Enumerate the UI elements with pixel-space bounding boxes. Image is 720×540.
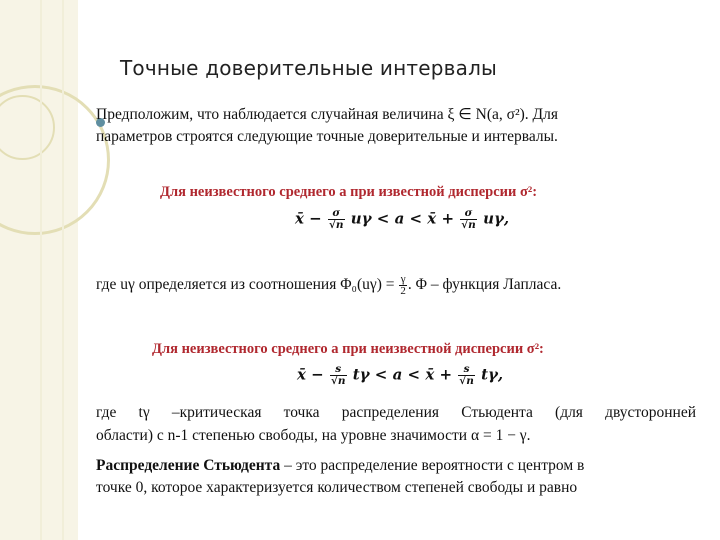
- note-part: . Φ – функция Лапласа.: [407, 276, 562, 294]
- student-definition-line-2: точке 0, которое характеризуется количеством степеней свободы и равно: [96, 479, 578, 496]
- fraction: [460, 208, 477, 231]
- case2-formula: [297, 364, 503, 387]
- student-term: Распределение Стьюдента: [96, 457, 281, 474]
- case1-formula: [295, 208, 509, 231]
- case1-note: [96, 274, 561, 297]
- fraction: [399, 274, 407, 297]
- formula-part: uγ < a < x̄ +: [350, 209, 455, 228]
- case1-heading: Для неизвестного среднего a при известной дисперсии σ²:: [160, 184, 538, 200]
- formula-part: x̄ −: [295, 209, 322, 228]
- decorative-left-band: [0, 0, 78, 540]
- decorative-line: [40, 0, 42, 540]
- fraction-denominator: √n: [328, 219, 344, 231]
- note-part: где uγ определяется из соотношения Φ₀(uγ) =: [96, 276, 395, 294]
- intro-line-2: параметров строятся следующие точные доверительные и интервалы.: [96, 128, 558, 145]
- student-definition-line-1: [96, 455, 584, 477]
- fraction-numerator: σ: [328, 208, 345, 220]
- slide-title: Точные доверительные интервалы: [120, 56, 498, 80]
- fraction: [458, 364, 475, 387]
- fraction-numerator: σ: [460, 208, 477, 220]
- fraction-numerator: s: [458, 364, 475, 376]
- formula-part: x̄ −: [297, 365, 324, 384]
- formula-part: tγ < a < x̄ +: [352, 365, 453, 384]
- intro-line-1: Предположим, что наблюдается случайная величина ξ ∈ N(a, σ²). Для: [96, 106, 558, 123]
- formula-part: tγ,: [481, 365, 504, 384]
- decorative-line: [62, 0, 64, 540]
- fraction: [328, 208, 345, 231]
- case2-note-line-2: области) с n-1 степенью свободы, на уровне значимости α = 1 − γ.: [96, 427, 531, 444]
- fraction-numerator: γ: [400, 273, 406, 285]
- fraction-numerator: s: [330, 364, 347, 376]
- fraction-denominator: 2: [400, 285, 406, 297]
- fraction-denominator: √n: [330, 375, 346, 387]
- formula-part: uγ,: [483, 209, 510, 228]
- student-definition-rest: – это распределение вероятности с центром в: [280, 457, 585, 474]
- fraction: [330, 364, 347, 387]
- case2-note-line-1: где tγ –критическая точка распределения Стьюдента (для двусторонней: [96, 404, 696, 421]
- fraction-denominator: √n: [459, 375, 474, 387]
- case2-heading: Для неизвестного среднего a при неизвестной дисперсии σ²:: [152, 341, 544, 357]
- fraction-denominator: √n: [461, 219, 476, 231]
